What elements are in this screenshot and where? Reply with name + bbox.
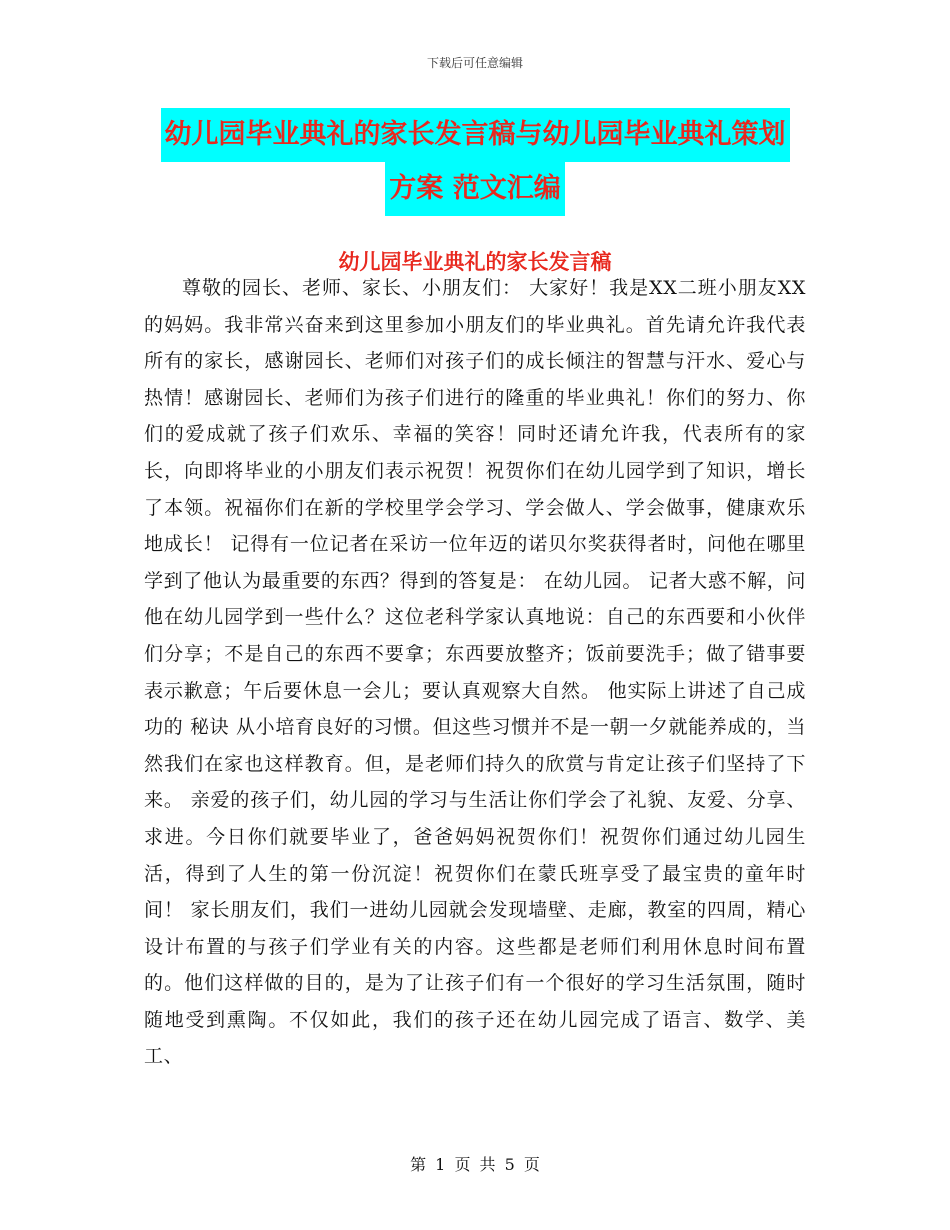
section-heading: 幼儿园毕业典礼的家长发言稿 — [338, 250, 612, 274]
document-title-line-1: 幼儿园毕业典礼的家长发言稿与幼儿园毕业典礼策划 — [161, 108, 790, 162]
page-header-note: 下载后可任意编辑 — [426, 56, 523, 70]
section-body-paragraph: 尊敬的园长、老师、家长、小朋友们： 大家好！我是XX二班小朋友XX的妈妈。我非常兴奋来到这里参加小朋友们的毕业典礼。首先请允许我代表所有的家长，感谢园长、老师们对孩子们的成长倾注的智慧与汗水、爱心与热情！感谢园长、老师们为孩子们进行的隆重的毕业典礼！你们的努力、你们的爱成就了孩子们欢乐、幸福的笑容！同时还请允许我，代表所有的家长，向即将毕业的小朋友们表示祝贺！祝贺你们在幼儿园学到了知识，增长了本领。祝福你们在新的学校里学会学习、学会做人、学会做事，健康欢乐地成长！ 记得有一位记者在采访一位年迈的诺贝尔奖获得者时，问他在哪里学到了他认为最重要的东西？得到的答复是： 在幼儿园。 记者大惑不解，问他在幼儿园学到一些什么？这位老科学家认真地说：自己的东西要和小伙伴们分享；不是自己的东西不要拿；东西要放整齐；饭前要洗手；做了错事要表示歉意；午后要休息一会儿；要认真观察大自然。 他实际上讲述了自己成功的 秘诀 从小培育良好的习惯。但这些习惯并不是一朝一夕就能养成的，当然我们在家也这样教育。但，是老师们持久的欣赏与肯定让孩子们坚持了下来。 亲爱的孩子们，幼儿园的学习与生活让你们学会了礼貌、友爱、分享、求进。今日你们就要毕业了，爸爸妈妈祝贺你们！祝贺你们通过幼儿园生活，得到了人生的第一份沉淀！祝贺你们在蒙氏班享受了最宝贵的童年时间！ 家长朋友们，我们一进幼儿园就会发现墙壁、走廊，教室的四周，精心设计布置的与孩子们学业有关的内容。这些都是老师们利用休息时间布置的。他们这样做的目的，是为了让孩子们有一个很好的学习生活氛围，随时随地受到熏陶。不仅如此，我们的孩子还在幼儿园完成了语言、数学、美工、 — [144, 277, 806, 1068]
page-number-footer: 第 1 页 共 5 页 — [410, 1155, 540, 1174]
document-title-line-2: 方案 范文汇编 — [385, 162, 564, 216]
document-title — [145, 108, 805, 216]
